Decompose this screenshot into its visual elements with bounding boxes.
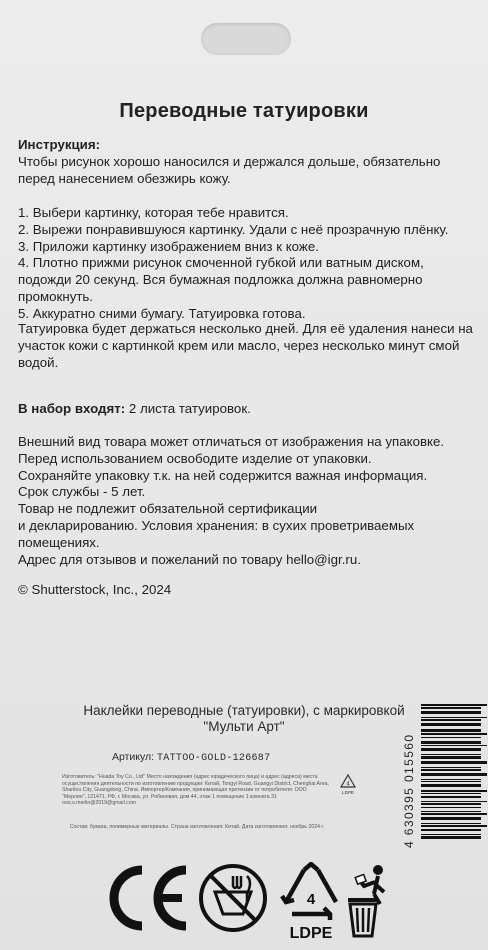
barcode-bar [421,790,487,792]
barcode-bar [421,836,481,839]
barcode-bar [421,834,481,835]
barcode-bar [421,741,481,744]
barcode-bar [421,704,487,706]
instruction-intro: Чтобы рисунок хорошо наносился и держался дольше, обязательно перед нанесением обезжирь кожу. [18,154,441,186]
disclaimer-line: и декларированию. Условия хранения: в сухих проветриваемых помещениях. [18,517,415,550]
disclaimer-line: Адрес для отзывов и пожеланий по товару hello@igr.ru. [18,551,361,567]
barcode-bar [421,761,487,764]
step-item: 5. Аккуратно сними бумагу. Татуировка готова. [18,305,306,321]
instruction-steps [18,205,476,323]
barcode-number: 4 630395 015560 [402,733,416,848]
disclaimer-line: Перед использованием освободите изделие от упаковки. [18,450,372,466]
barcode-bar [421,719,481,721]
dispose-in-bin-icon [344,864,390,938]
ldpe-code: 4 [306,891,316,908]
barcode-bar [421,825,487,827]
barcode-bar [421,811,481,812]
not-for-food-icon [197,862,269,934]
article-number [112,751,270,764]
set-label: В набор входят: [18,401,126,416]
barcode-bar [421,717,487,718]
product-name: Наклейки переводные (татуировки), с маркировкой "Мульти Арт" [83,703,405,734]
step-item: 4. Плотно прижми рисунок смоченной губкой или ватным диском, подожди 20 секунд. Вся бумажная подложка должна равномерно промокнуть. [18,255,424,304]
small-recycle-icon [339,773,357,797]
barcode-bar [421,737,481,738]
page-title: Переводные татуировки [119,100,369,122]
barcode-bar [421,767,481,768]
disclaimer-line: Срок службы - 5 лет. [18,484,146,500]
step-item: 2. Вырежи понравившуюся картинку. Удали с неё прозрачную плёнку. [18,221,449,237]
barcode-bar [421,754,481,755]
copyright: © Shutterstock, Inc., 2024 [18,582,172,597]
composition-info: Состав: бумага, полимерные материалы. Страна изготовления: Китай. Дата изготовления: ноябрь 2024 г. [69,824,325,830]
barcode-bar [421,807,481,808]
barcode-bar [421,707,481,709]
barcode-bar [421,796,481,798]
barcode-bar [421,748,481,751]
disclaimers [18,434,476,568]
removal-note: Татуировка будет держаться несколько дней. Для её удаления нанеси на участок кожи с картинкой крем или масло, через несколько минут смой водой. [18,321,473,370]
instruction-heading: Инструкция: [18,137,101,152]
disclaimer-line: Внешний вид товара может отличаться от изображения на упаковке. [18,434,445,449]
barcode-bar [421,829,481,831]
step-item: 1. Выбери картинку, которая тебе нравится. [18,205,289,220]
barcode-bar [421,745,487,746]
barcode [373,700,487,845]
barcode-bar [421,817,481,820]
svg-text:4: 4 [346,781,350,788]
ldpe-label: LDPE [289,925,333,942]
manufacturer-info: Изготовитель: "Huada Toy Co., Ltd" Место нахождения (адрес юридического лица) и адрес (адреса) места осуществления деятельности по изготовлению продукции: Китай, Tongyi Road, Guangyi District, Chenghai Area, Shantou City, Guangdong, China. Импортер/Компания, принимающая претензии от потребителя: ООО "Мерлин", 121471, РФ, г. Москва, ул. Рябиновая, дом 44, этаж 1 помещение 1 комната 31 ooo.s.merlin@2019@gmail.com [62,774,329,806]
set-value: 2 листа татуировок. [128,401,251,416]
barcode-bar [421,711,481,714]
barcode-bar [421,756,481,759]
barcode-bar [421,723,481,726]
barcode-bar [421,729,481,732]
step-item: 3. Приложи картинку изображением вниз к коже. [18,238,319,254]
disclaimer-line: Сохраняйте упаковку т.к. на ней содержится важная информация. [18,467,428,483]
certification-icons [0,862,488,950]
set-contents [18,401,476,418]
barcode-bar [421,803,481,805]
article-label: Артикул: [112,751,155,763]
disclaimer-line: Товар не подлежит обязательной сертификации [18,501,318,517]
barcode-bar [421,733,487,735]
barcode-bar [421,813,487,815]
barcode-bar [421,781,481,782]
barcode-bar [421,793,481,794]
barcode-bar [421,779,481,780]
hang-hole [201,23,291,55]
barcode-bar [421,773,487,776]
barcode-bar [421,801,487,802]
barcode-bar [421,769,481,771]
barcode-bar [421,784,481,787]
barcode-bar [421,823,481,824]
ldpe-recycle-icon [278,862,344,942]
article-code: TATTOO-GOLD-126687 [156,753,271,764]
svg-text:LDPE: LDPE [342,790,354,795]
ce-mark-icon [106,862,194,934]
